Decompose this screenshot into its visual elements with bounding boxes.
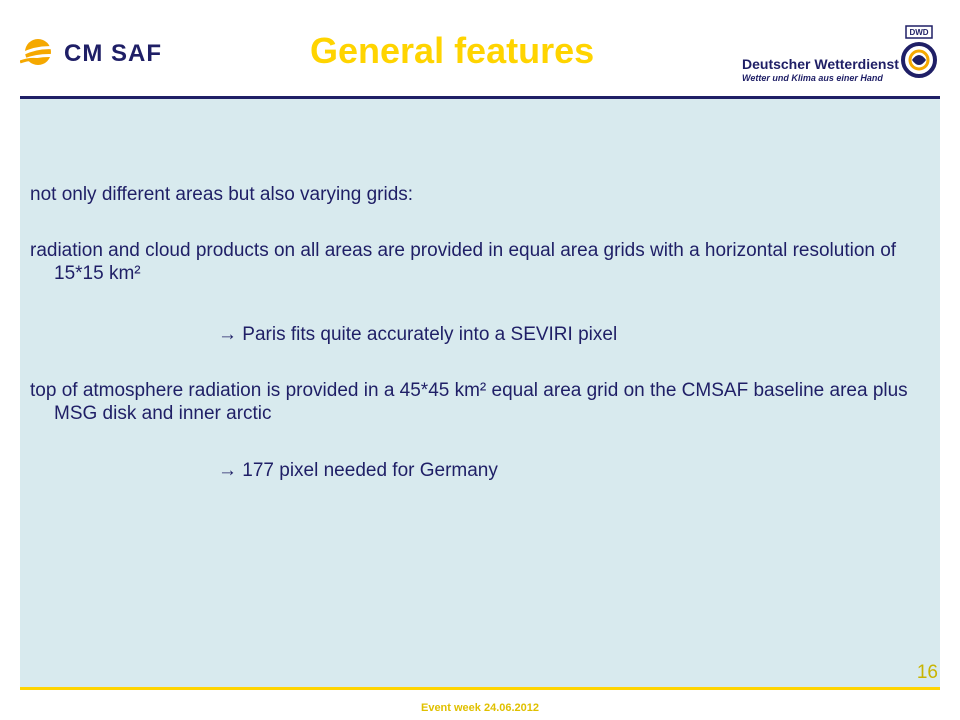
cmsaf-logo-text: CM SAF — [64, 40, 162, 67]
paragraph-toa-radiation: top of atmosphere radiation is provided in a 45*45 km² equal area grid on the CMSAF baseline area plus MSG disk and inner arctic — [30, 380, 908, 424]
content-area — [20, 99, 940, 687]
paragraph-germany-note: → 177 pixel needed for Germany — [218, 460, 498, 481]
dwd-logo — [738, 24, 938, 86]
footer-divider — [20, 687, 940, 690]
page-title: General features — [310, 30, 595, 71]
cmsaf-sun-icon — [20, 34, 60, 74]
header — [0, 0, 960, 96]
paragraph-radiation-cloud: radiation and cloud products on all areas are provided in equal area grids with a horizontal resolution of 15*15 km² — [30, 240, 897, 284]
dwd-logo-tagline: Wetter und Klima aus einer Hand — [742, 73, 883, 83]
cmsaf-logo — [20, 34, 170, 74]
paragraph-paris-note: → Paris fits quite accurately into a SEVIRI pixel — [218, 324, 618, 345]
dwd-logo-name: Deutscher Wetterdienst — [742, 56, 899, 72]
page-number: 16 — [916, 662, 938, 683]
paragraph-grids-intro: not only different areas but also varying grids: — [30, 184, 414, 205]
footer-event: Event week 24.06.2012 — [420, 702, 540, 714]
dwd-badge-text: DWD — [909, 28, 929, 37]
dwd-emblem-icon — [900, 24, 938, 80]
